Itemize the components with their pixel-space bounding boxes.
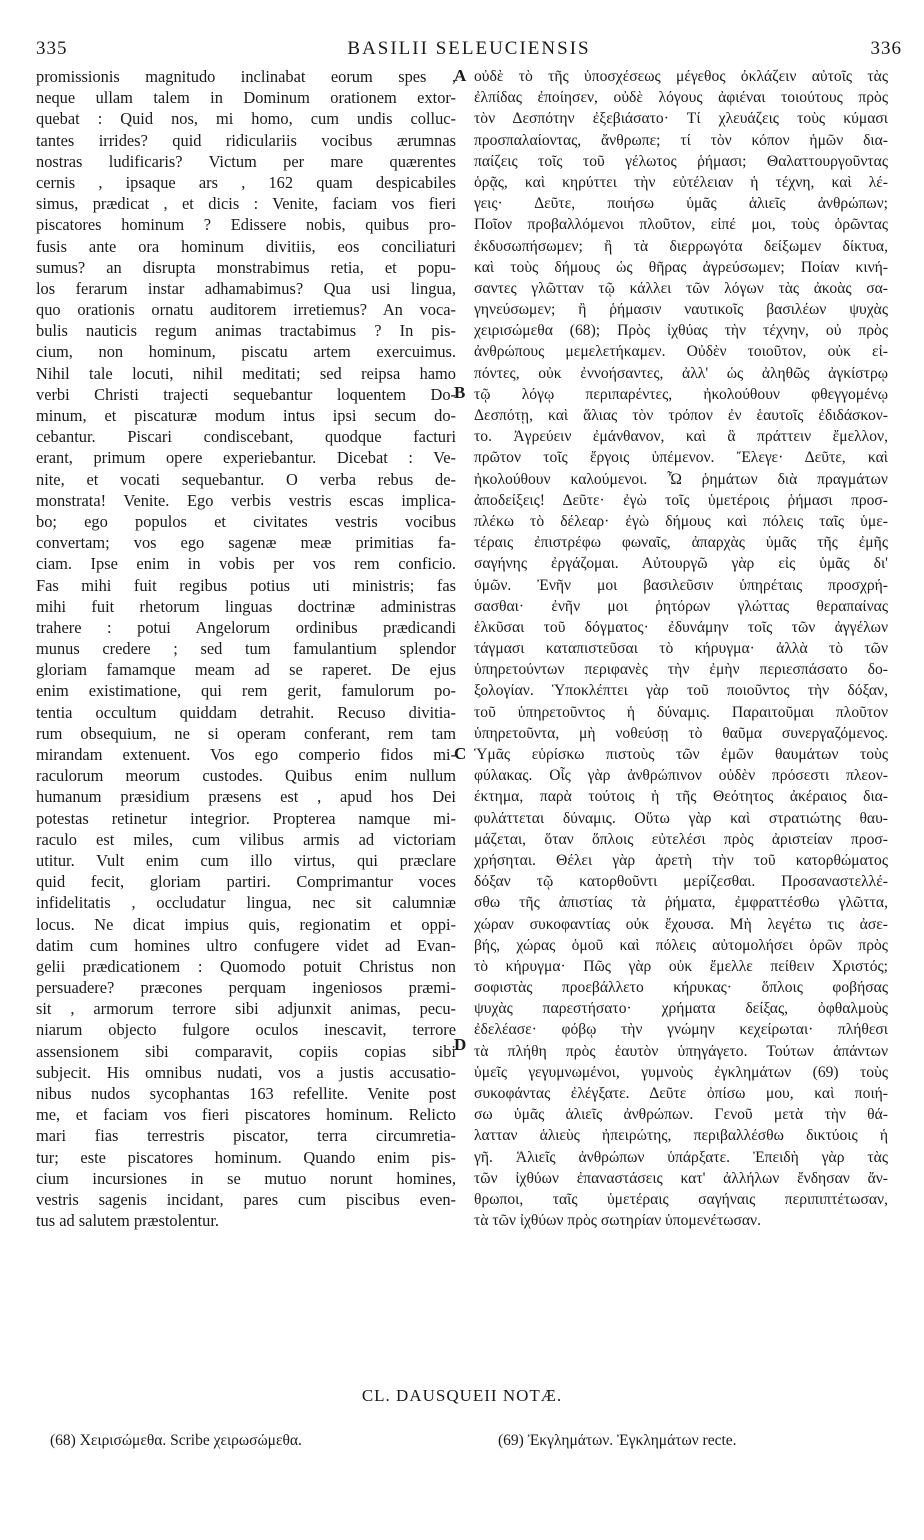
greek-text-line: θρωποι, ταῖς ὑμετέραις σαγήναις περιπιπτέτωσαν,	[474, 1190, 888, 1208]
latin-text-line: promissionis magnitudo inclinabat eorum spes ,	[36, 67, 456, 86]
latin-text-line: mari fias terrestris piscator, terra circumretia-	[36, 1126, 456, 1146]
latin-text-line: monstrata! Venite. Ego verbis vestris escas implica-	[36, 490, 456, 510]
page-number-left: 335	[36, 38, 68, 59]
greek-text-line: χώραν συκοφαντίας οὐκ ἔχουσα. Μὴ λεγέτω τις ἀσε-	[474, 915, 888, 933]
latin-text-line: erant, primum opere experiebantur. Dicebat : Ve-	[36, 448, 456, 468]
greek-text-line: τὸ κήρυγμα· Πῶς γὰρ οὐκ ἔμελλε πείθειν Χριστός;	[474, 957, 888, 975]
latin-text-line: quebat : Quid nos, mi homo, cum undis colluc-	[36, 109, 456, 129]
page-number-right: 336	[870, 38, 902, 59]
latin-text-line: neque ullam talem in Dominum orationem extor-	[36, 88, 456, 108]
greek-text-line: πρῶτον τοῖς ἔργοις ὑπέμενον. Ἔλεγε· Δεῦτε, καὶ	[474, 449, 888, 467]
latin-text-line: sit , armorum terrore sibi adjunxit animas, pecu-	[36, 999, 456, 1019]
latin-text-line: munus credere ; sed tum famulantium splendor	[36, 639, 456, 659]
latin-text-line: Fas mihi fuit regibus potius uti ministris; fas	[36, 575, 456, 595]
latin-text-line: bo; ego populos et civitates vestris vocibus	[36, 511, 456, 531]
margin-marker-d: D	[454, 1035, 467, 1054]
greek-text-line: ἑλκῦσαι τοῦ δόγματος· ἐδυνάμην τοῖς τῶν ἀγγέλων	[474, 618, 888, 636]
latin-text-line: verbi Christi trajecti sequebantur loquentem Do-	[36, 384, 456, 404]
latin-text-line: tantes irrides? quid ridiculariis vocibus ærumnas	[36, 130, 456, 150]
running-title: BASILII SELEUCIENSIS	[347, 38, 591, 59]
greek-text-line: ὁρᾷς, καὶ κηρύττει τὴν εὐτέλειαν ἡ τέχνη, καὶ λέ-	[474, 173, 888, 191]
greek-text-line: Ποῖον προβαλλόμενοι πλοῦτον, εἰπέ μοι, τοὺς ὁρῶντας	[474, 216, 888, 234]
greek-text-line: οὐδὲ τὸ τῆς ὑποσχέσεως μέγεθος ὀκλάζειν αὐτοῖς τὰς	[474, 68, 888, 85]
latin-text-line: cebantur. Piscari condiscebant, quodque facturi	[36, 427, 456, 447]
notes-title: CL. DAUSQUEII NOTÆ.	[361, 1386, 563, 1405]
greek-text-line: παίζεις τοῖς τοῦ γέλωτος ῥήμασι; Θαλαττουργοῦντας	[474, 152, 888, 170]
latin-text-line: datim cum homines ultro confugere videt ad Evan-	[36, 935, 456, 955]
latin-text-line: mirandam extenuent. Vos ego comperio fidos mi-	[36, 745, 456, 764]
greek-text-line: ἀνθρώπους μεμελετήκαμεν. Οὐδὲν τοιοῦτον, οὐκ εἰ-	[474, 343, 888, 361]
latin-text-line: piscatores hominum ? Edissere nobis, quibus pro-	[36, 215, 456, 235]
latin-text-line: ciam. Ipse enim in vobis per vos rem conficio.	[36, 554, 456, 574]
greek-text-line: σαγήνης ἐργάζομαι. Αὐτουργῶ γὰρ εἰς ὑμᾶς δι'	[474, 555, 888, 573]
greek-text-line: δόξαν τῷ κατορθοῦντι μερίζεσθαι. Προσαναστελλέ-	[474, 873, 888, 891]
greek-text-line: Ὑμᾶς εὑρίσκω πιστοὺς τῶν ἐμῶν θαυμάτων τοὺς	[474, 746, 888, 763]
greek-text-line: ὑμεῖς γεγυμνωμένοι, γυμνοὺς ἐγκλημάτων (69) τοὺς	[474, 1063, 888, 1081]
latin-text-line: subjecit. His omnibus nudati, vos a justis accusatio-	[36, 1062, 456, 1082]
greek-text-line: ὑπηρετοῦντα, μὴ νοθεύσῃ τὸ θαῦμα συνεργαζόμενος.	[474, 724, 888, 742]
greek-text-line: καὶ τοὺς δήμους ὡς θῆρας ἀγρεύσωμεν; Ποίαν κινή-	[474, 258, 888, 276]
greek-text-line: τὰ πλήθη πρὸς ἑαυτὸν ὑπηγάγετο. Τούτων ἁπάντων	[474, 1042, 888, 1060]
greek-text-line: λατταν ἁλιεὺς ἠπειρώτης, περιβαλλέσθω δικτύοις ἡ	[474, 1127, 888, 1145]
latin-text-line: niarum objecto fulgore oculos inescavit, terrore	[36, 1020, 456, 1040]
greek-text-line: φυλάττεται δύναμις. Οὕτω γὰρ καὶ στρατιώτης θαυ-	[474, 809, 888, 827]
latin-text-line: Nihil tale locuti, nihil meditati; sed reipsa hamo	[36, 363, 456, 383]
greek-text-line: ἐδελέασε· φόβῳ τὴν γνώμην κεχείρωται· πλήθεσι	[474, 1021, 888, 1039]
greek-text-line: χειρισώμεθα (68); Πρὸς ἰχθύας τὴν τέχνην, οὐ πρὸς	[474, 322, 888, 340]
greek-text-line: έκτημα, παρὰ τούτοις ἡ τῆς Θεότητος ἀκέραιος δια-	[474, 788, 888, 806]
margin-marker-a: A	[454, 66, 467, 85]
greek-text-line: τοῦ ὑπηρετοῦντος ἡ δύναμις. Παραιτοῦμαι πλοῦτον	[474, 703, 888, 721]
greek-text-line: μάζεται, ὅταν ὅπλοις εὐτελέσι πρὸς ἀριστείαν προσ-	[474, 830, 888, 848]
greek-text-line: ἀποδείξεις! Δεῦτε· ἐγὼ τοῖς ὑμετέροις ῥήμασι προσ-	[474, 491, 888, 509]
latin-text-line: quo orationis ornatu auditorem irretiemus? An voca-	[36, 300, 456, 320]
greek-text-line: σω ὑμᾶς ἁλιεῖς ἀνθρώπων. Γενοῦ μετὰ τὴν θά-	[474, 1106, 888, 1124]
margin-marker-b: B	[454, 383, 466, 402]
latin-column	[36, 66, 456, 1231]
greek-text-line: χρήσηται. Θέλει γὰρ ἀρετὴ τὴν τοῦ κατορθώματος	[474, 851, 888, 869]
greek-text-line: τὰ τῶν ἰχθύων πρὸς σωτηρίαν ὑπομενέτωσαν.	[474, 1212, 761, 1230]
greek-text-line: τῶν ἰχθύων ἐπαναστάσεις κατ' ἀλλήλων ἔνδησαν ἄν-	[474, 1169, 888, 1187]
latin-text-line: nite, et vocati sequebantur. O verba rebus de-	[36, 469, 456, 489]
greek-text-line: γῆ. Ἁλιεῖς ἀνθρώπων ὑπάρξατε. Ἐπειδὴ γὰρ τὰς	[474, 1148, 888, 1166]
greek-text-line: γηνεύσωμεν; ἢ ῥήμασιν ναυτικοῖς βασιλέων ψυχὰς	[474, 301, 888, 319]
latin-text-line: los ferarum instar adhamabimus? Qua usi lingua,	[36, 278, 456, 298]
latin-text-line: nibus nudos sycophantas 163 refellite. Venite post	[36, 1084, 456, 1103]
latin-text-line: persuadere? præcones perquam ingeniosos præmi-	[36, 978, 456, 998]
latin-text-line: me, et faciam vos fieri piscatores hominum. Relicto	[36, 1105, 456, 1125]
greek-text-line: τάγμασι καταπιστεῦσαι τὸ κήρυγμα· ἀλλὰ τὸ τῶν	[474, 640, 888, 658]
greek-text-line: σθω τῆς ἀπιστίας τὰ ῥήματα, ἐμφραττέσθω γλῶττα,	[474, 894, 888, 912]
greek-text-line: συκοφάντας ἐλέγξατε. Δεῦτε ὀπίσω μου, καὶ ποιή-	[474, 1085, 888, 1102]
latin-text-line: raculorum meorum custodes. Quibus enim nullum	[36, 766, 456, 786]
greek-text-line: ψυχὰς παρεστήσατο· χρήματα δείξας, ὀφθαλμοὺς	[474, 1000, 888, 1018]
greek-text-line: τέραις ἐπιστρέφω φωναῖς, ἀπαρχὰς ὑμᾶς τῆς ἐμῆς	[474, 534, 888, 552]
latin-text-line: minum, et piscaturæ modum intus ipsi secum do-	[36, 406, 456, 425]
latin-text-line: tur; este piscatores hominum. Quando enim pis-	[36, 1147, 456, 1167]
greek-text-line: πλέκω τὸ δέλεαρ· ἐγὼ δήμους καὶ πόλεις ταῖς ὑμε-	[474, 512, 888, 530]
latin-text-line: potestas retinetur integrior. Propterea namque mi-	[36, 808, 456, 828]
running-header	[36, 38, 902, 62]
latin-text-line: sumus? an disrupta monstrabimus retia, et popu-	[36, 257, 456, 277]
greek-text-line: ξολογίαν. Ὑποκλέπτει γὰρ τοῦ ποιοῦντος τὴν δόξαν,	[474, 682, 888, 700]
latin-text-line: cium incursiones in se mutuo norunt homines,	[36, 1168, 456, 1188]
latin-text-line: gloriam famamque meam ad se raperet. De ejus	[36, 660, 456, 680]
latin-text-line: utitur. Vult enim cum illo virtus, qui præclare	[36, 850, 456, 870]
greek-text-line: σαντες γλῶτταν τῷ κάλλει τῶν λόγων τὰς ἀκοὰς σα-	[474, 279, 888, 297]
latin-text-line: nostras ludificaris? Victum per mare quærentes	[36, 151, 456, 171]
greek-text-line: ὑπηρετούντων περιφανὲς τὴν ἐμὴν περιεσπάσατο δο-	[474, 661, 888, 679]
greek-text-line: το. Ἀγρεύειν ἐμάνθανον, καὶ ἃ πράττειν ἔμελλον,	[474, 428, 888, 446]
latin-text-line: trahere : potui Angelorum ordinibus prædicandi	[36, 617, 456, 637]
latin-text-line: quid fecit, gloriam partiri. Comprimantur voces	[36, 872, 456, 892]
greek-text-line: προσπαλαίοντας, ἄνθρωπε; τί τὸν κόπον ἡμῶν δια-	[474, 131, 888, 149]
latin-text-line: mihi fuit rhetorum linguas doctrinæ administras	[36, 596, 456, 616]
greek-text-line: ἠκολούθουν καλούμενοι. Ὦ ῥημάτων διὰ πραγμάτων	[474, 470, 888, 488]
greek-text-line: γεις· Δεῦτε, ποιήσω ὑμᾶς ἁλιεῖς ἀνθρώπων;	[474, 195, 888, 213]
latin-text-line: raculo est miles, cum vilibus armis ad victoriam	[36, 829, 456, 849]
latin-text-line: tus ad salutem præstolentur.	[36, 1211, 220, 1231]
margin-marker-c: C	[454, 744, 467, 763]
greek-text-line: τὸν Δεσπότην ἐξεβιάσατο· Τί χλευάζεις τοὺς κύμασι	[474, 110, 888, 128]
latin-text-line: tentia occultum quiddam detrahit. Recuso divitia-	[36, 702, 456, 722]
footnote-68: (68) Χειρισώμεθα. Scribe χειρωσώμεθα.	[50, 1432, 302, 1449]
greek-text-line: ἐλπίδας ἐποίησεν, οὐδὲ λόγους ἀφιέναι τοιούτους πρὸς	[474, 89, 888, 107]
greek-text-line: βής, χώρας ὁμοῦ καὶ πόλεις αὐτομολήσει ὁρῶν πρὸς	[474, 936, 888, 954]
latin-text-line: infidelitatis , occludatur lingua, nec sit calumniæ	[36, 893, 456, 913]
latin-text-line: convertam; vos ego sagenæ meæ primitias fa-	[36, 533, 456, 553]
latin-text-line: enim existimatione, qui rem gerit, famulorum po-	[36, 681, 456, 701]
greek-text-line: ἐκδυσωπήσωμεν; ἢ τὰ διερρωγότα δείξωμεν δίκτυα,	[474, 237, 888, 255]
greek-text-line: τῷ λόγῳ περιπαρέντες, ἠκολούθουν φθεγγομένῳ	[474, 385, 888, 403]
latin-text-line: gelii prædicationem : Quomodo potuit Christus non	[36, 956, 456, 976]
latin-text-line: cium, non hominum, piscatu artem exercuimus.	[36, 342, 456, 362]
latin-text-line: vestris sagenis incidant, pares cum piscibus even-	[36, 1189, 456, 1209]
greek-text-line: Δεσπότῃ, καὶ ἅλιας τὸν τρόπον ἐν ἑαυτοῖς ἐδιδάσκον-	[474, 407, 888, 424]
latin-text-line: locus. Ne dicat impius quis, regionatim et oppi-	[36, 914, 456, 934]
latin-text-line: simus, prædicat , et dicis : Venite, faciam vos fieri	[36, 194, 456, 214]
latin-text-line: rum obsequium, ne si operam conferant, rem tam	[36, 723, 456, 743]
latin-text-line: cernis , ipsaque ars , 162 quam despicabiles	[36, 172, 456, 192]
latin-text-line: assensionem sibi comparavit, copiis copias sibi	[36, 1041, 456, 1061]
greek-text-line: σασθαι· ἐνῆν μοι ῥητόρων γλώττας θεραπαίνας	[474, 597, 888, 615]
greek-text-line: πόντες, οὐκ ἐννοήσαντες, ἀλλ' ὡς ἀληθῶς ἀγκίστρῳ	[474, 364, 888, 382]
latin-text-line: bulis nauticis regum animas tractabimus ? In pis-	[36, 321, 456, 341]
greek-text-line: σοφιστὰς προεβάλλετο κήρυκας· ὅπλοις φοβήσας	[474, 979, 888, 997]
greek-text-line: ὑμῶν. Ἐνῆν μοι βασιλεῦσιν ὑπηρέταις προσχρή-	[474, 576, 888, 594]
latin-text-line: humanum præsidium præsens est , apud hos Dei	[36, 787, 456, 807]
greek-column	[474, 66, 888, 1231]
latin-text-line: fusis ante ora hominum divitiis, eos conciliaturi	[36, 236, 456, 256]
footnote-69: (69) Ἐκγλημάτων. Ἐγκλημάτων recte.	[498, 1432, 737, 1449]
greek-text-line: φύλακας. Οἷς γὰρ ἀνθρώπινον οὐδὲν πρόσεστι πλεον-	[474, 767, 888, 785]
